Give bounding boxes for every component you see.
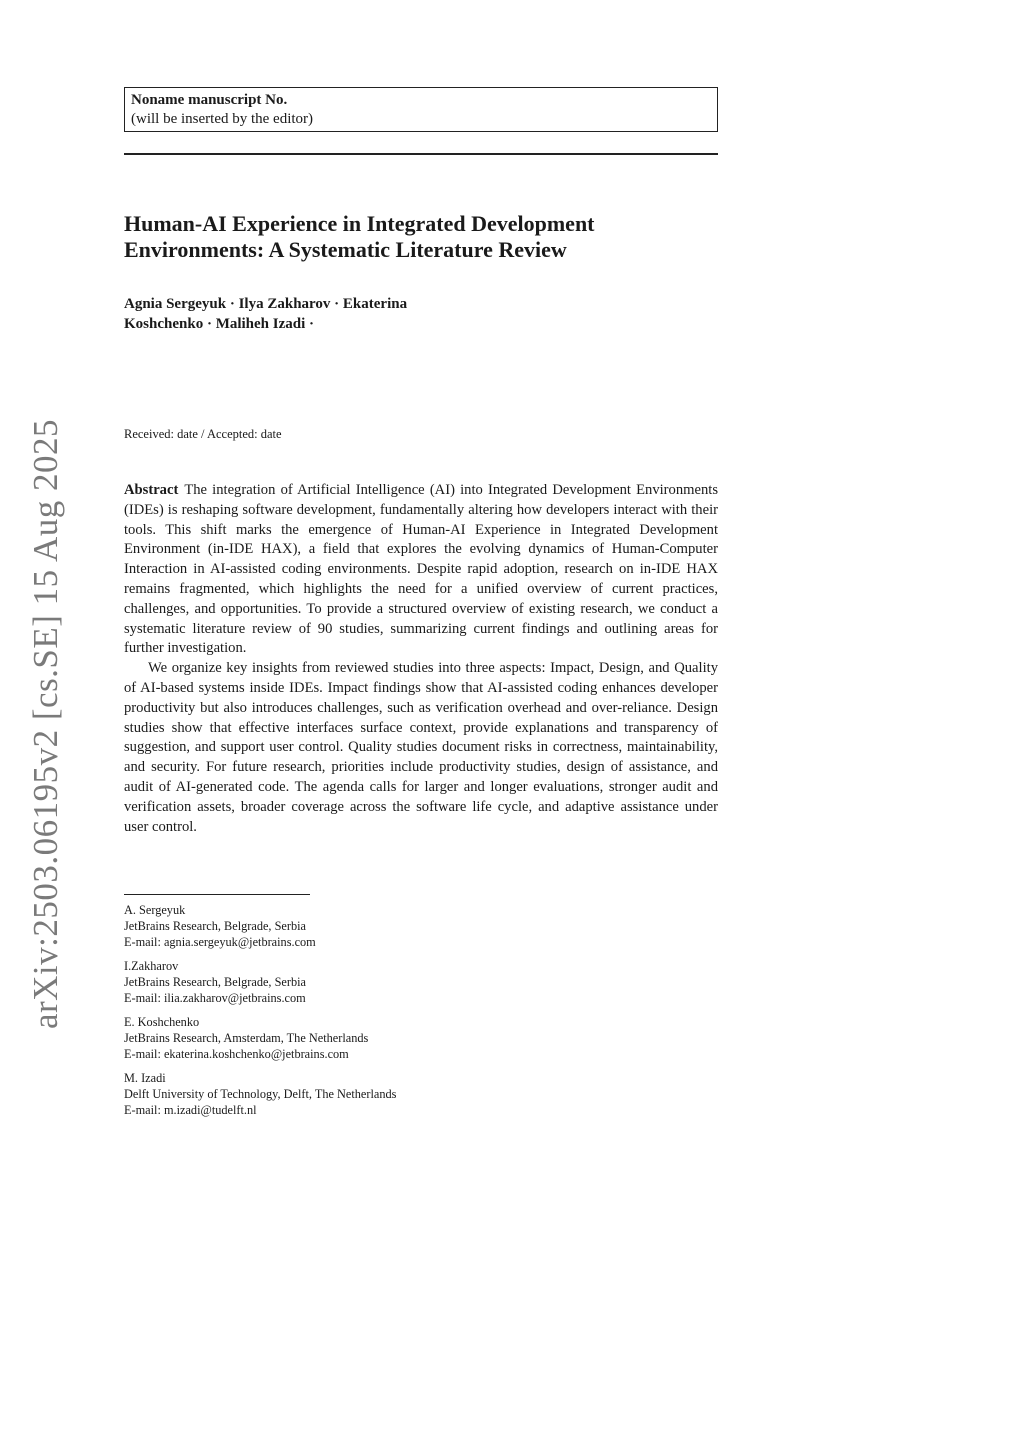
arxiv-stamp: arXiv:2503.06195v2 [cs.SE] 15 Aug 2025 (26, 418, 65, 1030)
paper-title (124, 211, 724, 263)
affiliation-institution: JetBrains Research, Amsterdam, The Netherlands (124, 1031, 369, 1045)
abstract-paragraph-2: We organize key insights from reviewed studies into three aspects: Impact, Design, and Quality of AI-based systems inside IDEs. Impact findings show that AI-assisted coding enhances developer productivity but also introduces challenges, such as verification overhead and over-reliance. Design studies show that effective interfaces surface context, provide explanations and transparency of suggestion, and support user control. Quality studies document risks in correctness, maintainability, and security. For future research, priorities include productivity studies, design of assistance, and audit of AI-generated code. The agenda calls for larger and longer evaluations, stronger audit and verification assets, broader coverage across the software life cycle, and adaptive assistance under user control. (124, 660, 718, 835)
affiliation-zakharov (124, 958, 724, 1006)
affiliation-name: E. Koshchenko (124, 1015, 200, 1029)
author-list (124, 294, 644, 334)
header-rule (124, 153, 718, 155)
abstract-paragraph-1 (124, 481, 718, 659)
title-line-1: Human-AI Experience in Integrated Development (124, 211, 595, 236)
footnote-rule (124, 894, 310, 895)
authors-line-1: Agnia Sergeyuk · Ilya Zakharov · Ekaterina (124, 296, 408, 312)
affiliation-sergeyuk (124, 902, 724, 950)
title-line-2: Environments: A Systematic Literature Review (124, 237, 567, 262)
affiliation-institution: JetBrains Research, Belgrade, Serbia (124, 975, 306, 989)
affiliation-name: M. Izadi (124, 1071, 166, 1085)
affiliation-institution: JetBrains Research, Belgrade, Serbia (124, 919, 306, 933)
affiliation-izadi (124, 1070, 724, 1118)
received-accepted-dates: Received: date / Accepted: date (124, 427, 282, 441)
manuscript-title: Noname manuscript No. (131, 92, 288, 108)
affiliation-email: E-mail: ilia.zakharov@jetbrains.com (124, 991, 306, 1005)
affiliation-name: A. Sergeyuk (124, 903, 186, 917)
manuscript-box (124, 87, 718, 132)
manuscript-note: (will be inserted by the editor) (131, 111, 314, 127)
affiliation-email: E-mail: ekaterina.koshchenko@jetbrains.com (124, 1047, 349, 1061)
affiliation-institution: Delft University of Technology, Delft, The Netherlands (124, 1087, 397, 1101)
authors-line-2: Koshchenko · Maliheh Izadi · (124, 316, 315, 332)
abstract (124, 481, 718, 837)
abstract-label: Abstract (124, 482, 179, 498)
abstract-text-1: The integration of Artificial Intelligence (AI) into Integrated Development Environments (IDEs) is reshaping software development, fundamentally altering how developers interact with their tools. This shift marks the emergence of Human-AI Experience in Integrated Development Environment (in-IDE HAX), a field that explores the evolving dynamics of Human-Computer Interaction in AI-assisted coding environments. Despite rapid adoption, research on in-IDE HAX remains fragmented, which highlights the need for a unified overview of current practices, challenges, and opportunities. To provide a structured overview of existing research, we conduct a systematic literature review of 90 studies, summarizing current findings and outlining areas for further investigation. (124, 482, 718, 657)
affiliation-email: E-mail: m.izadi@tudelft.nl (124, 1103, 257, 1117)
affiliation-name: I.Zakharov (124, 959, 179, 973)
affiliation-email: E-mail: agnia.sergeyuk@jetbrains.com (124, 935, 316, 949)
affiliation-koshchenko (124, 1014, 724, 1062)
affiliations (124, 902, 724, 1126)
